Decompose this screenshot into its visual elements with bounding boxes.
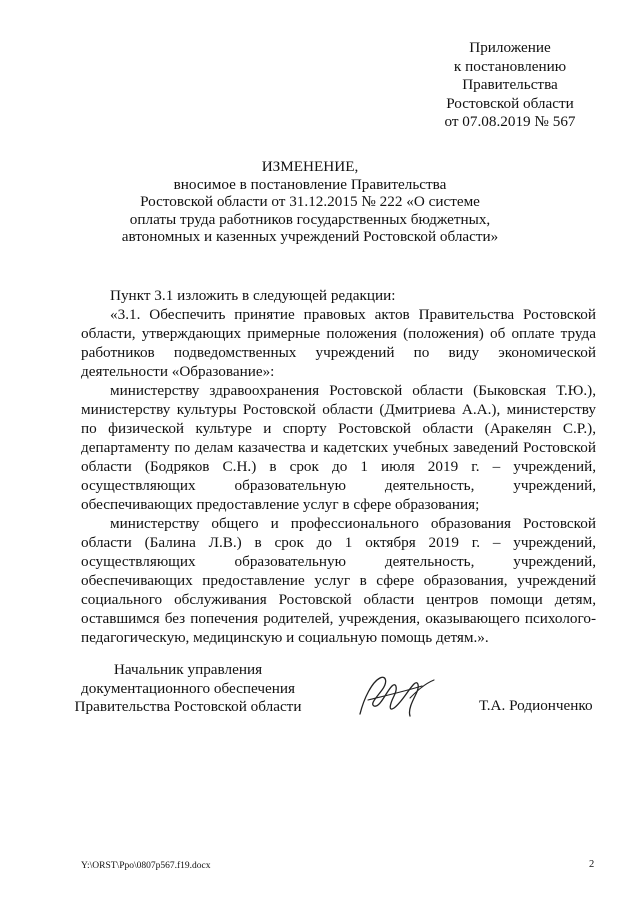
position-line: документационного обеспечения xyxy=(81,679,295,697)
signatory-position xyxy=(57,661,319,717)
heading-line: автономных и казенных учреждений Ростовской области» xyxy=(121,228,499,246)
document-heading xyxy=(120,158,500,246)
body-paragraph: «3.1. Обеспечить принятие правовых актов Правительства Ростовской области, утверждающих примерные положения (положения) об оплате труда работников подведомственных учреждений по виду экономической деятельности «Образование»: xyxy=(81,306,596,380)
file-path: Y:\ORST\Ppo\0807p567.f19.docx xyxy=(81,861,211,871)
appendix-line: Правительства xyxy=(462,76,558,94)
body-paragraph: Пункт 3.1 изложить в следующей редакции: xyxy=(110,287,396,304)
signer-name: Т.А. Родионченко xyxy=(479,697,593,714)
appendix-line: от 07.08.2019 № 567 xyxy=(444,113,576,131)
heading-line: оплаты труда работников государственных бюджетных, xyxy=(129,210,491,228)
page-number: 2 xyxy=(589,859,595,870)
body-paragraph: министерству общего и профессионального образования Ростовской области (Балина Л.В.) в срок до 1 октября 2019 г. – учреждений, осуществляющих образовательную деятельность, учреждений, обеспечивающих предоставление услуг в сфере образования, учреждений социального обслуживания Ростовской области центров помощи детям, оставшимся без попечения родителей, учреждения, оказывающего психолого-педагогическую, медицинскую и социальную помощь детям.». xyxy=(81,515,596,646)
appendix-line: к постановлению xyxy=(453,57,567,75)
heading-line: Ростовской области от 31.12.2015 № 222 «О системе xyxy=(140,193,480,211)
body-paragraph: министерству здравоохранения Ростовской области (Быковская Т.Ю.), министерству культуры Ростовской области (Дмитриева А.А.), министерству по физической культуре и спорту Ростовской области (Аракелян С.Р.), департаменту по делам казачества и кадетских учебных заведений Ростовской области (Бодряков С.Н.) в срок до 1 июля 2019 г. – учреждений, осуществляющих образовательную деятельность, учреждений, обеспечивающих предоставление услуг в сфере образования; xyxy=(81,382,596,513)
position-line: Правительства Ростовской области xyxy=(74,698,302,716)
heading-line: вносимое в постановление Правительства xyxy=(173,175,447,193)
heading-title: ИЗМЕНЕНИЕ, xyxy=(261,158,359,175)
appendix-line: Ростовской области xyxy=(446,94,574,112)
appendix-line: Приложение xyxy=(469,39,551,56)
document-body xyxy=(81,286,596,647)
position-line: Начальник управления xyxy=(113,661,263,678)
handwritten-signature xyxy=(350,668,440,728)
appendix-block xyxy=(430,39,590,132)
